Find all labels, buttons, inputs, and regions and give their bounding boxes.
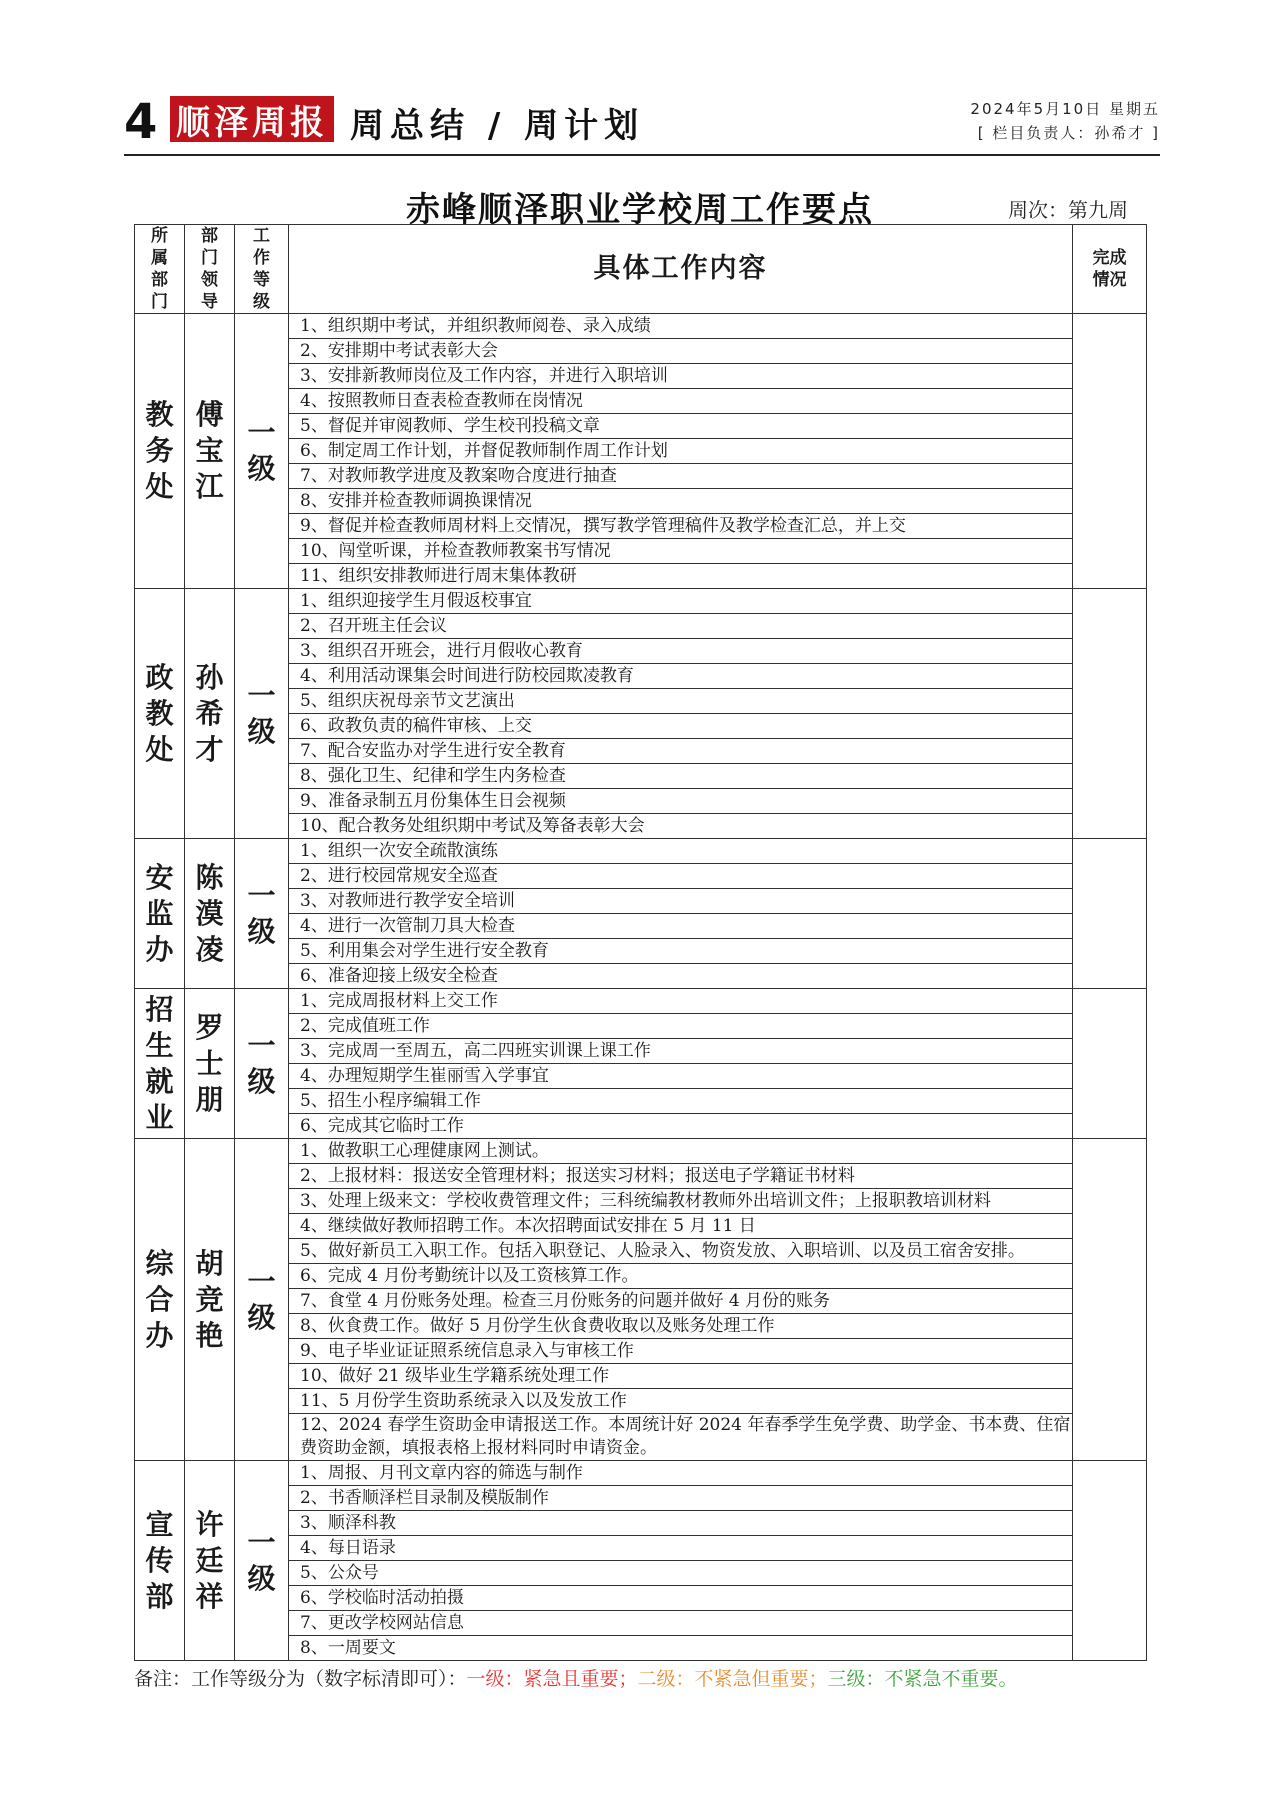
- status-cell: [1073, 314, 1147, 589]
- task-cell: 3、完成周一至周五，高二四班实训课上课工作: [289, 1039, 1073, 1064]
- task-cell: 5、招生小程序编辑工作: [289, 1089, 1073, 1114]
- task-cell: 5、组织庆祝母亲节文艺演出: [289, 689, 1073, 714]
- task-cell: 1、周报、月刊文章内容的筛选与制作: [289, 1461, 1073, 1486]
- status-cell: [1073, 1461, 1147, 1661]
- task-cell: 7、配合安监办对学生进行安全教育: [289, 739, 1073, 764]
- task-cell: 3、对教师进行教学安全培训: [289, 889, 1073, 914]
- header-leader: 部门领导: [185, 225, 235, 314]
- task-cell: 3、顺泽科教: [289, 1511, 1073, 1536]
- status-cell: [1073, 1139, 1147, 1461]
- document-title: 赤峰顺泽职业学校周工作要点: [406, 190, 874, 230]
- header-level: 工作等级: [235, 225, 289, 314]
- task-cell: 7、对教师教学进度及教案吻合度进行抽查: [289, 464, 1073, 489]
- task-cell: 3、组织召开班会，进行月假收心教育: [289, 639, 1073, 664]
- task-cell: 6、准备迎接上级安全检查: [289, 964, 1073, 989]
- department-cell: 宣传部: [135, 1461, 185, 1661]
- department-cell: 综合办: [135, 1139, 185, 1461]
- header-department: 所属部门: [135, 225, 185, 314]
- status-cell: [1073, 989, 1147, 1139]
- task-cell: 12、2024 春学生资助金申请报送工作。本周统计好 2024 年春季学生免学费、助学金、书本费、住宿费资助金额，填报表格上报材料同时申请资金。: [289, 1414, 1073, 1461]
- issue-date: 2024年5月10日 星期五: [970, 100, 1160, 118]
- leader-cell: 许廷祥: [185, 1461, 235, 1661]
- task-cell: 6、政教负责的稿件审核、上交: [289, 714, 1073, 739]
- header-status: 完成情况: [1073, 225, 1147, 314]
- task-cell: 2、书香顺泽栏目录制及模版制作: [289, 1486, 1073, 1511]
- task-cell: 2、上报材料：报送安全管理材料；报送实习材料；报送电子学籍证书材料: [289, 1164, 1073, 1189]
- task-cell: 1、完成周报材料上交工作: [289, 989, 1073, 1014]
- task-cell: 3、处理上级来文：学校收费管理文件；三科统编教材教师外出培训文件；上报职教培训材料: [289, 1189, 1073, 1214]
- level-cell: 一级: [235, 989, 289, 1139]
- section-title: 周总结 / 周计划: [350, 106, 645, 146]
- page-number: 4: [124, 94, 158, 150]
- task-cell: 4、办理短期学生崔丽雪入学事宜: [289, 1064, 1073, 1089]
- level-cell: 一级: [235, 1139, 289, 1461]
- task-cell: 11、组织安排教师进行周末集体教研: [289, 564, 1073, 589]
- footnote: [134, 1664, 1018, 1691]
- task-cell: 1、组织一次安全疏散演练: [289, 839, 1073, 864]
- task-cell: 8、伙食费工作。做好 5 月份学生伙食费收取以及账务处理工作: [289, 1314, 1073, 1339]
- leader-cell: 罗士朋: [185, 989, 235, 1139]
- leader-cell: 胡竞艳: [185, 1139, 235, 1461]
- level-cell: 一级: [235, 839, 289, 989]
- status-cell: [1073, 589, 1147, 839]
- table-row: [135, 989, 1147, 1014]
- task-cell: 1、做教职工心理健康网上测试。: [289, 1139, 1073, 1164]
- column-editor: [ 栏目负责人：孙希才 ]: [977, 124, 1160, 142]
- task-cell: 1、组织迎接学生月假返校事宜: [289, 589, 1073, 614]
- header-divider: [124, 154, 1160, 156]
- department-cell: 安监办: [135, 839, 185, 989]
- task-cell: 7、食堂 4 月份账务处理。检查三月份账务的问题并做好 4 月份的账务: [289, 1289, 1073, 1314]
- table-body: [135, 314, 1147, 1661]
- task-cell: 4、按照教师日查表检查教师在岗情况: [289, 389, 1073, 414]
- task-cell: 10、闯堂听课，并检查教师教案书写情况: [289, 539, 1073, 564]
- level2-legend: 二级：不紧急但重要；: [637, 1668, 828, 1690]
- level-cell: 一级: [235, 1461, 289, 1661]
- task-cell: 6、制定周工作计划，并督促教师制作周工作计划: [289, 439, 1073, 464]
- task-cell: 9、电子毕业证证照系统信息录入与审核工作: [289, 1339, 1073, 1364]
- task-cell: 9、督促并检查教师周材料上交情况，撰写教学管理稿件及教学检查汇总，并上交: [289, 514, 1073, 539]
- task-cell: 6、完成 4 月份考勤统计以及工资核算工作。: [289, 1264, 1073, 1289]
- masthead: [124, 88, 1160, 156]
- task-cell: 9、准备录制五月份集体生日会视频: [289, 789, 1073, 814]
- task-cell: 5、督促并审阅教师、学生校刊投稿文章: [289, 414, 1073, 439]
- table-row: [135, 1461, 1147, 1486]
- newspaper-logo: 顺泽周报: [170, 96, 334, 142]
- header-content: 具体工作内容: [289, 225, 1073, 314]
- week-label: 周次：第九周: [1008, 198, 1128, 222]
- task-cell: 8、强化卫生、纪律和学生内务检查: [289, 764, 1073, 789]
- table-row: [135, 839, 1147, 864]
- task-cell: 4、进行一次管制刀具大检查: [289, 914, 1073, 939]
- department-cell: 政教处: [135, 589, 185, 839]
- table-row: [135, 1139, 1147, 1164]
- table-row: [135, 589, 1147, 614]
- table-header-row: [135, 225, 1147, 314]
- task-cell: 6、学校临时活动拍摄: [289, 1586, 1073, 1611]
- task-cell: 2、召开班主任会议: [289, 614, 1073, 639]
- work-plan-table: [134, 224, 1147, 1661]
- footnote-prefix: 备注：工作等级分为（数字标清即可）：: [134, 1668, 467, 1690]
- task-cell: 1、组织期中考试，并组织教师阅卷、录入成绩: [289, 314, 1073, 339]
- task-cell: 7、更改学校网站信息: [289, 1611, 1073, 1636]
- level3-legend: 三级：不紧急不重要。: [827, 1668, 1018, 1690]
- task-cell: 2、安排期中考试表彰大会: [289, 339, 1073, 364]
- level-cell: 一级: [235, 314, 289, 589]
- task-cell: 5、做好新员工入职工作。包括入职登记、人脸录入、物资发放、入职培训、以及员工宿舍安排。: [289, 1239, 1073, 1264]
- level1-legend: 一级：紧急且重要；: [466, 1668, 638, 1690]
- leader-cell: 陈漠凌: [185, 839, 235, 989]
- task-cell: 3、安排新教师岗位及工作内容，并进行入职培训: [289, 364, 1073, 389]
- task-cell: 4、每日语录: [289, 1536, 1073, 1561]
- task-cell: 8、一周要文: [289, 1636, 1073, 1661]
- task-cell: 2、进行校园常规安全巡查: [289, 864, 1073, 889]
- task-cell: 11、5 月份学生资助系统录入以及发放工作: [289, 1389, 1073, 1414]
- task-cell: 8、安排并检查教师调换课情况: [289, 489, 1073, 514]
- leader-cell: 孙希才: [185, 589, 235, 839]
- task-cell: 4、继续做好教师招聘工作。本次招聘面试安排在 5 月 11 日: [289, 1214, 1073, 1239]
- status-cell: [1073, 839, 1147, 989]
- leader-cell: 傅宝江: [185, 314, 235, 589]
- task-cell: 6、完成其它临时工作: [289, 1114, 1073, 1139]
- task-cell: 10、做好 21 级毕业生学籍系统处理工作: [289, 1364, 1073, 1389]
- table-row: [135, 314, 1147, 339]
- level-cell: 一级: [235, 589, 289, 839]
- task-cell: 5、公众号: [289, 1561, 1073, 1586]
- task-cell: 5、利用集会对学生进行安全教育: [289, 939, 1073, 964]
- task-cell: 10、配合教务处组织期中考试及筹备表彰大会: [289, 814, 1073, 839]
- task-cell: 2、完成值班工作: [289, 1014, 1073, 1039]
- task-cell: 4、利用活动课集会时间进行防校园欺凌教育: [289, 664, 1073, 689]
- department-cell: 教务处: [135, 314, 185, 589]
- department-cell: 招生就业: [135, 989, 185, 1139]
